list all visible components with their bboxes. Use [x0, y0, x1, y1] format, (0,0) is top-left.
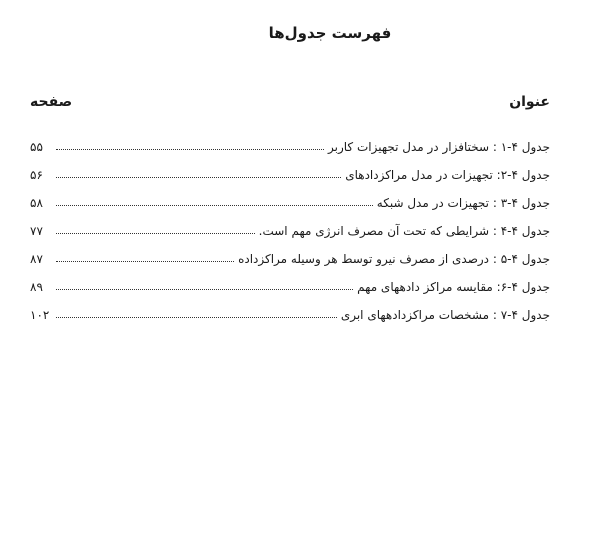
- dot-leader: [56, 177, 341, 178]
- entry-title: جدول ۴-۴ : شرایطی که تحت آن مصرف انرژی مهم است.: [258, 224, 550, 238]
- entry-title: جدول ۴-۷ : مشخصات مراکزدادههای ابری: [340, 308, 550, 322]
- list-item[interactable]: [30, 238, 550, 266]
- list-item[interactable]: [30, 294, 550, 322]
- title-column-heading: عنوان: [509, 94, 550, 110]
- entry-page-number: ۵۶: [30, 168, 43, 182]
- dot-leader: [56, 261, 234, 262]
- dot-leader: [56, 149, 324, 150]
- dot-leader: [56, 205, 373, 206]
- dot-leader: [56, 289, 353, 290]
- entry-page-number: ۸۷: [30, 252, 43, 266]
- entry-title: جدول ۴-۶: مقایسه مراکز دادههای مهم: [357, 280, 550, 294]
- entry-page-number: ۷۷: [30, 224, 43, 238]
- entry-page-number: ۵۵: [30, 140, 43, 154]
- table-list: [30, 126, 550, 322]
- page-title: فهرست جدول‌ها: [268, 24, 392, 42]
- list-item[interactable]: [30, 126, 550, 154]
- entry-title: جدول ۴-۲: تجهیزات در مدل مراکزدادهای: [345, 168, 550, 182]
- entry-title: جدول ۴-۳ : تجهیزات در مدل شبکه: [376, 196, 550, 210]
- entry-page-number: ۱۰۲: [30, 308, 50, 322]
- list-item[interactable]: [30, 210, 550, 238]
- dot-leader: [56, 317, 337, 318]
- list-item[interactable]: [30, 154, 550, 182]
- entry-page-number: ۸۹: [30, 280, 43, 294]
- list-item[interactable]: [30, 266, 550, 294]
- list-header: [30, 86, 550, 110]
- entry-page-number: ۵۸: [30, 196, 43, 210]
- list-item[interactable]: [30, 182, 550, 210]
- entry-title: جدول ۴-۱ : سختافزار در مدل تجهیزات کاربر: [328, 140, 550, 154]
- entry-title: جدول ۴-۵ : درصدی از مصرف نیرو توسط هر وسیله مراکزداده: [238, 252, 550, 266]
- dot-leader: [56, 233, 255, 234]
- page-column-heading: صفحه: [30, 94, 73, 110]
